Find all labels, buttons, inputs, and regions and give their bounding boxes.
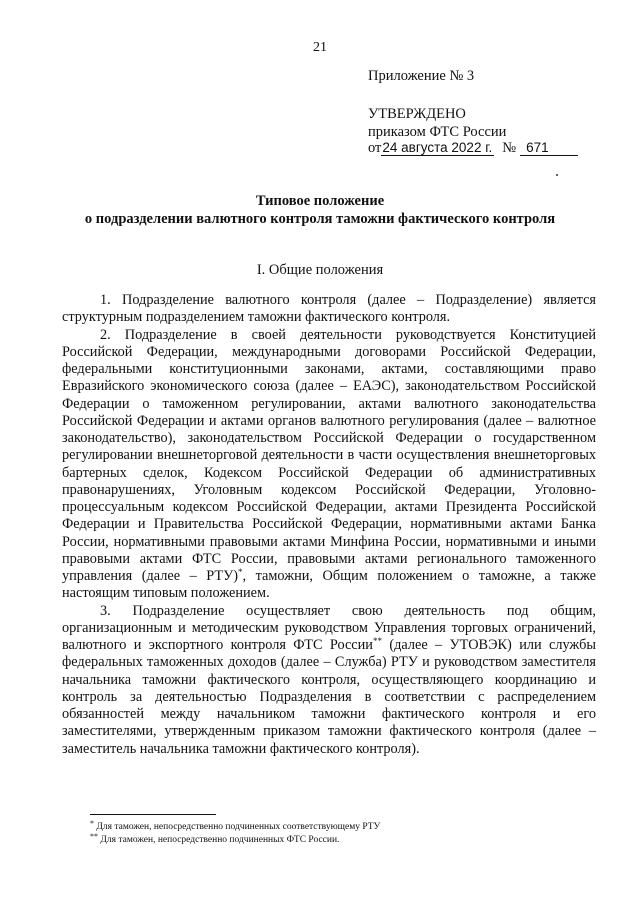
page-number: 21 xyxy=(313,40,327,55)
paragraph-1-text: 1. Подразделение валютного контроля (далее – Подразделение) является структурным подразделением таможни фактического контроля. xyxy=(62,292,596,326)
paragraph-3-text-b: (далее – УТОВЭК) или службы федеральных таможенных доходов (далее – Служба) РТУ и руководством заместителя начальника таможни фактического контроля, осуществляющего координацию и контроль за деятельностью Подразделения в соответствии с распределением обязанностей между начальником таможни фактического контроля и его заместителями, утвержденным приказом таможни фактического контроля (далее – заместитель начальника таможни фактического контроля). xyxy=(62,637,597,757)
appendix-label: Приложение № 3 xyxy=(368,68,475,84)
paragraph-1 xyxy=(62,292,596,327)
footnote-1-mark: * xyxy=(90,819,94,828)
paragraph-3 xyxy=(62,603,596,758)
document-body xyxy=(62,292,596,758)
footnote-1 xyxy=(90,819,381,832)
from-label: от xyxy=(368,140,382,156)
number-label: № xyxy=(502,140,517,156)
footnote-marker-1: * xyxy=(238,567,243,577)
footnote-divider xyxy=(90,814,216,815)
footnote-1-text: Для таможен, непосредственно подчиненных соответствующему РТУ xyxy=(94,822,381,832)
footnote-2-text: Для таможен, непосредственно подчиненных ФТС России. xyxy=(98,835,340,845)
document-subtitle: о подразделении валютного контроля таможни фактического контроля xyxy=(84,211,556,227)
paragraph-2-text-a: 2. Подразделение в своей деятельности руководствуется Конституцией Российской Федерации, международными договорами Российской Федерации, федеральными конституционными законами, актами, составляющими право Евразийского экономического союза (далее – ЕАЭС), законодательством Российской Федерации о таможенном регулировании, актами валютного законодательства Российской Федерации и актами органов валютного регулирования (далее – валютное законодательство), законодательством Российской Федерации о государственном регулировании внешнеторговой деятельности в части осуществления внешнеторговых бартерных сделок, Кодексом Российской Федерации об административных правонарушениях, Уголовным кодексом Российской Федерации, Уголовно-процессуальным кодексом Российской Федерации, актами Президента Российской Федерации и Правительства Российской Федерации, нормативными актами Банка России, нормативными правовыми актами Минфина России, нормативными и иными правовыми актами ФТС России, правовыми актами регионального таможенного управления (далее – РТУ) xyxy=(62,326,596,584)
approved-stamp: УТВЕРЖДЕНО xyxy=(368,106,466,122)
footnote-2-mark: ** xyxy=(90,832,98,841)
order-reference: приказом ФТС России xyxy=(368,124,507,140)
footnote-2 xyxy=(90,832,340,845)
section-heading: I. Общие положения xyxy=(256,262,384,278)
order-number: 671 xyxy=(520,140,578,156)
footnote-marker-2: ** xyxy=(372,636,382,646)
order-date: 24 августа 2022 г. xyxy=(382,140,493,155)
paragraph-2 xyxy=(62,327,596,603)
order-date-number-line xyxy=(368,140,578,157)
paragraph-2-text-b: , таможни, Общим положением о таможне, а также настоящим типовым положением. xyxy=(62,568,596,602)
stray-dot xyxy=(556,174,558,176)
paragraph-3-text-a: 3. Подразделение осуществляет свою деятельность под общим, организационным и методическим руководством Управления торговых ограничений, валютного и экспортного контроля ФТС России xyxy=(62,602,596,653)
document-title: Типовое положение xyxy=(255,193,385,209)
